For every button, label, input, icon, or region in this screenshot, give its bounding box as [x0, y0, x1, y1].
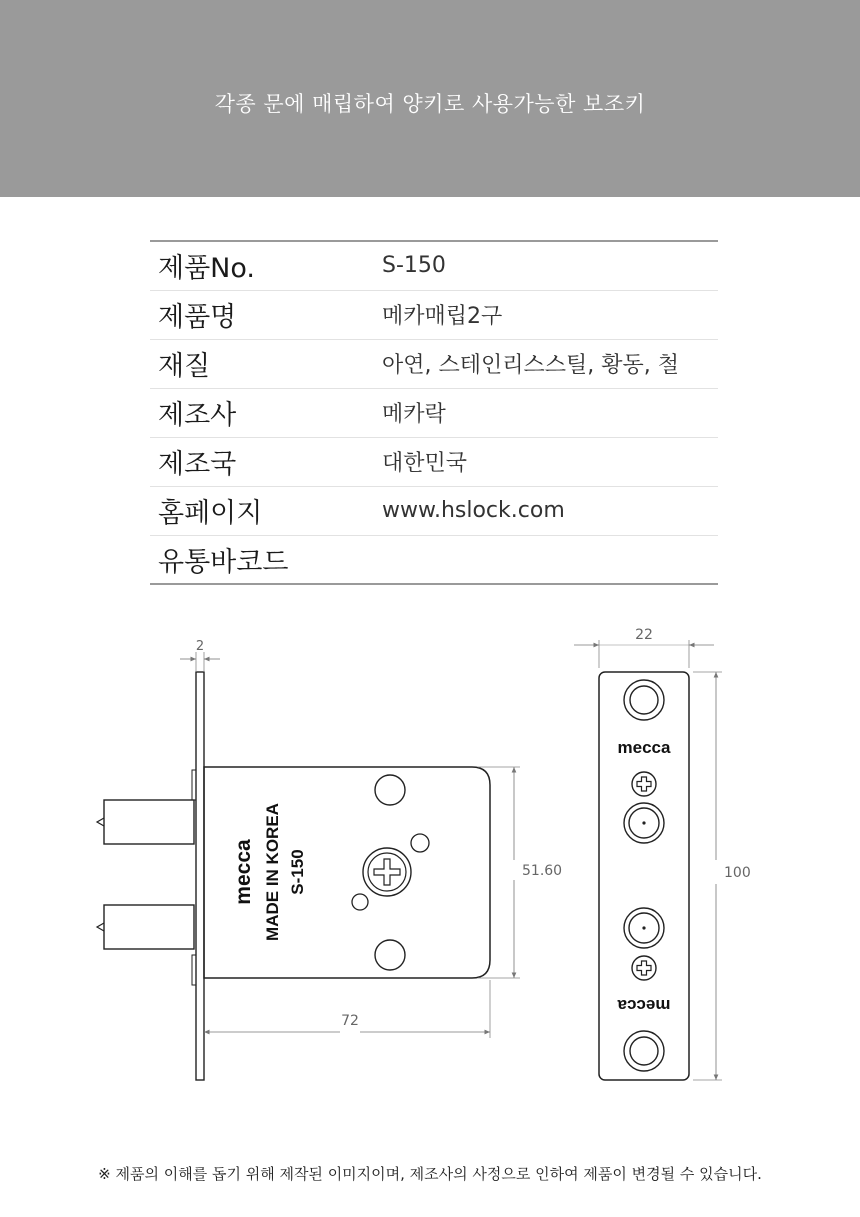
- dim-body-width: [204, 980, 490, 1038]
- spec-value: 메카매립2구: [382, 304, 503, 329]
- spec-label: 제품명: [158, 302, 237, 333]
- bolt-lower: [97, 905, 194, 949]
- engraving-origin: MADE IN KOREA: [263, 803, 282, 941]
- faceplate: [196, 672, 204, 1080]
- disclaimer-note: ※ 제품의 이해를 돕기 위해 제작된 이미지이며, 제조사의 사정으로 인하여 제품이 변경될 수 있습니다.: [98, 1165, 762, 1183]
- banner-title: 각종 문에 매립하여 양키로 사용가능한 보조키: [214, 92, 646, 116]
- header-banner: [0, 0, 860, 197]
- engraving-model: S-150: [288, 849, 307, 895]
- spec-value: [381, 535, 718, 584]
- dim-faceplate-thickness: [180, 639, 220, 672]
- front-view: [574, 627, 751, 1080]
- front-logo-bottom: mecca: [617, 996, 671, 1015]
- spec-label: 제조사: [158, 400, 237, 431]
- spec-value: www.hslock.com: [382, 498, 565, 523]
- spec-label: 홈페이지: [158, 498, 263, 529]
- technical-drawing: [0, 600, 860, 1100]
- spec-row-material: [150, 339, 718, 388]
- spec-row-country: [150, 437, 718, 486]
- dim-front-width: [574, 627, 714, 668]
- spec-value: 대한민국: [382, 451, 468, 476]
- spec-row-homepage: [150, 486, 718, 535]
- dim-front-height: [693, 672, 751, 1080]
- spec-value: 메카락: [382, 402, 446, 427]
- front-plate: [599, 672, 689, 1080]
- bolt-upper: [97, 800, 194, 844]
- spec-value: S-150: [382, 253, 446, 279]
- dim-label: 2: [195, 639, 205, 654]
- spec-label: 제조국: [158, 449, 237, 480]
- spec-row-product-name: [150, 290, 718, 339]
- spec-row-barcode: [150, 535, 718, 584]
- spec-label: 재질: [158, 351, 211, 382]
- spec-row-manufacturer: [150, 388, 718, 437]
- side-view: [97, 639, 562, 1080]
- spec-table: [150, 240, 718, 585]
- spec-row-product-no: [150, 241, 718, 290]
- spec-label: 제품No.: [158, 253, 255, 285]
- dim-label: 22: [635, 627, 653, 643]
- cylinder-screw: [363, 848, 411, 896]
- spec-label: 유통바코드: [158, 546, 289, 578]
- spec-value: 아연, 스테인리스스틸, 황동, 철: [382, 353, 679, 378]
- engraving-brand: mecca: [232, 839, 255, 905]
- dim-label: 100: [724, 865, 751, 881]
- front-logo-top: mecca: [617, 738, 671, 757]
- dim-label: 51.60: [522, 863, 563, 879]
- dim-label: 72: [341, 1013, 359, 1029]
